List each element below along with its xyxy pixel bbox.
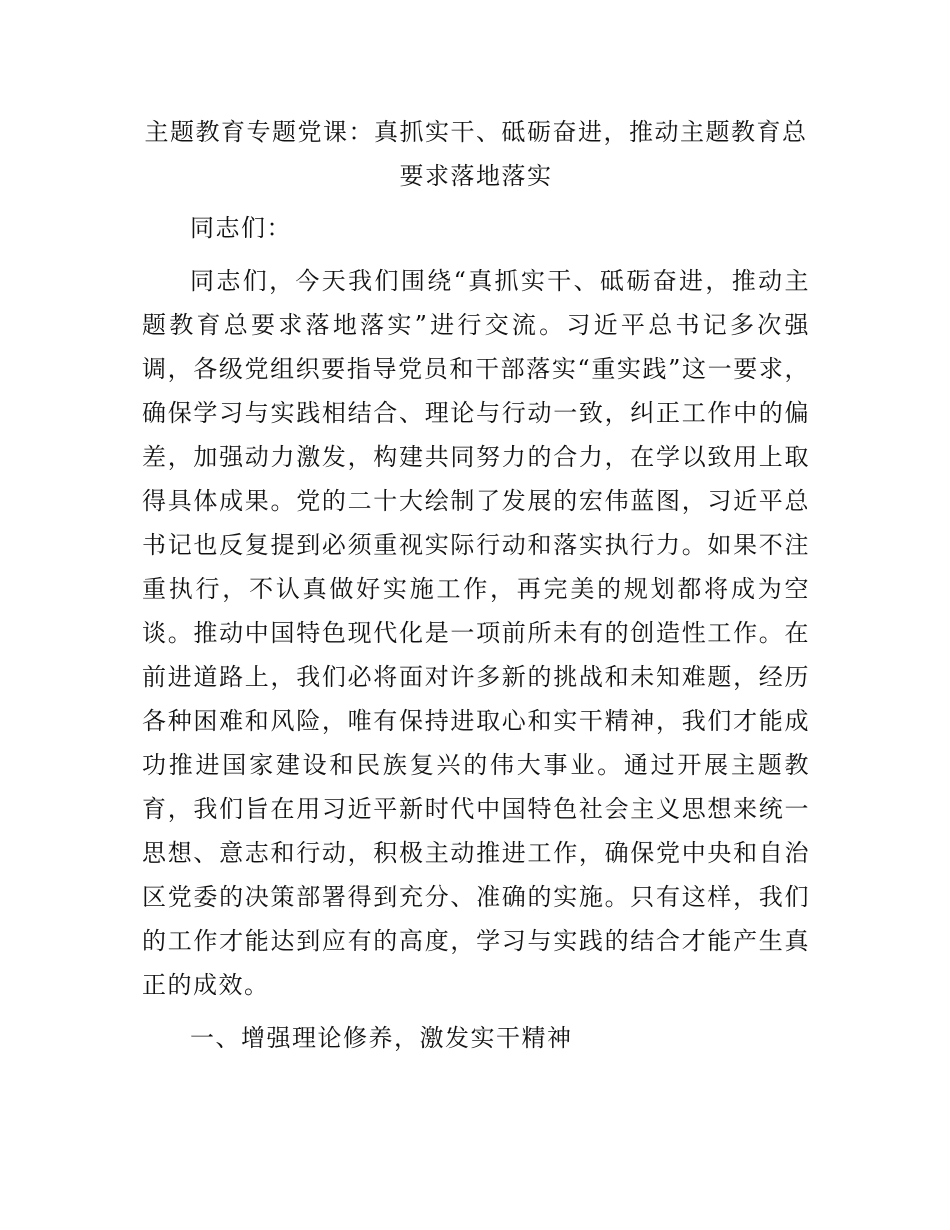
paragraph: 同志们，今天我们围绕“真抓实干、砥砺奋进，推动主题教育总要求落地落实”进行交流。习近平总书记多次强调，各级党组织要指导党员和干部落实“重实践”这一要求，确保学习与实践相结合、理论与行动一致，纠正工作中的偏差，加强动力激发，构建共同努力的合力，在学以致用上取得具体成果。党的二十大绘制了发展的宏伟蓝图，习近平总书记也反复提到必须重视实际行动和落实执行力。如果不注重执行，不认真做好实施工作，再完美的规划都将成为空谈。推动中国特色现代化是一项前所未有的创造性工作。在前进道路上，我们必将面对许多新的挑战和未知难题，经历各种困难和风险，唯有保持进取心和实干精神，我们才能成功推进国家建设和民族复兴的伟大事业。通过开展主题教育，我们旨在用习近平新时代中国特色社会主义思想来统一思想、意志和行动，积极主动推进工作，确保党中央和自治区党委的决策部署得到充分、准确的实施。只有这样，我们的工作才能达到应有的高度，学习与实践的结合才能产生真正的成效。 (142, 267, 810, 999)
document-title: 主题教育专题党课：真抓实干、砥砺奋进，推动主题教育总要求落地落实 (144, 118, 808, 190)
section-heading: 一、增强理论修养，激发实干精神 (190, 1024, 573, 1052)
document-body (142, 206, 810, 1069)
salutation: 同志们： (190, 214, 292, 242)
